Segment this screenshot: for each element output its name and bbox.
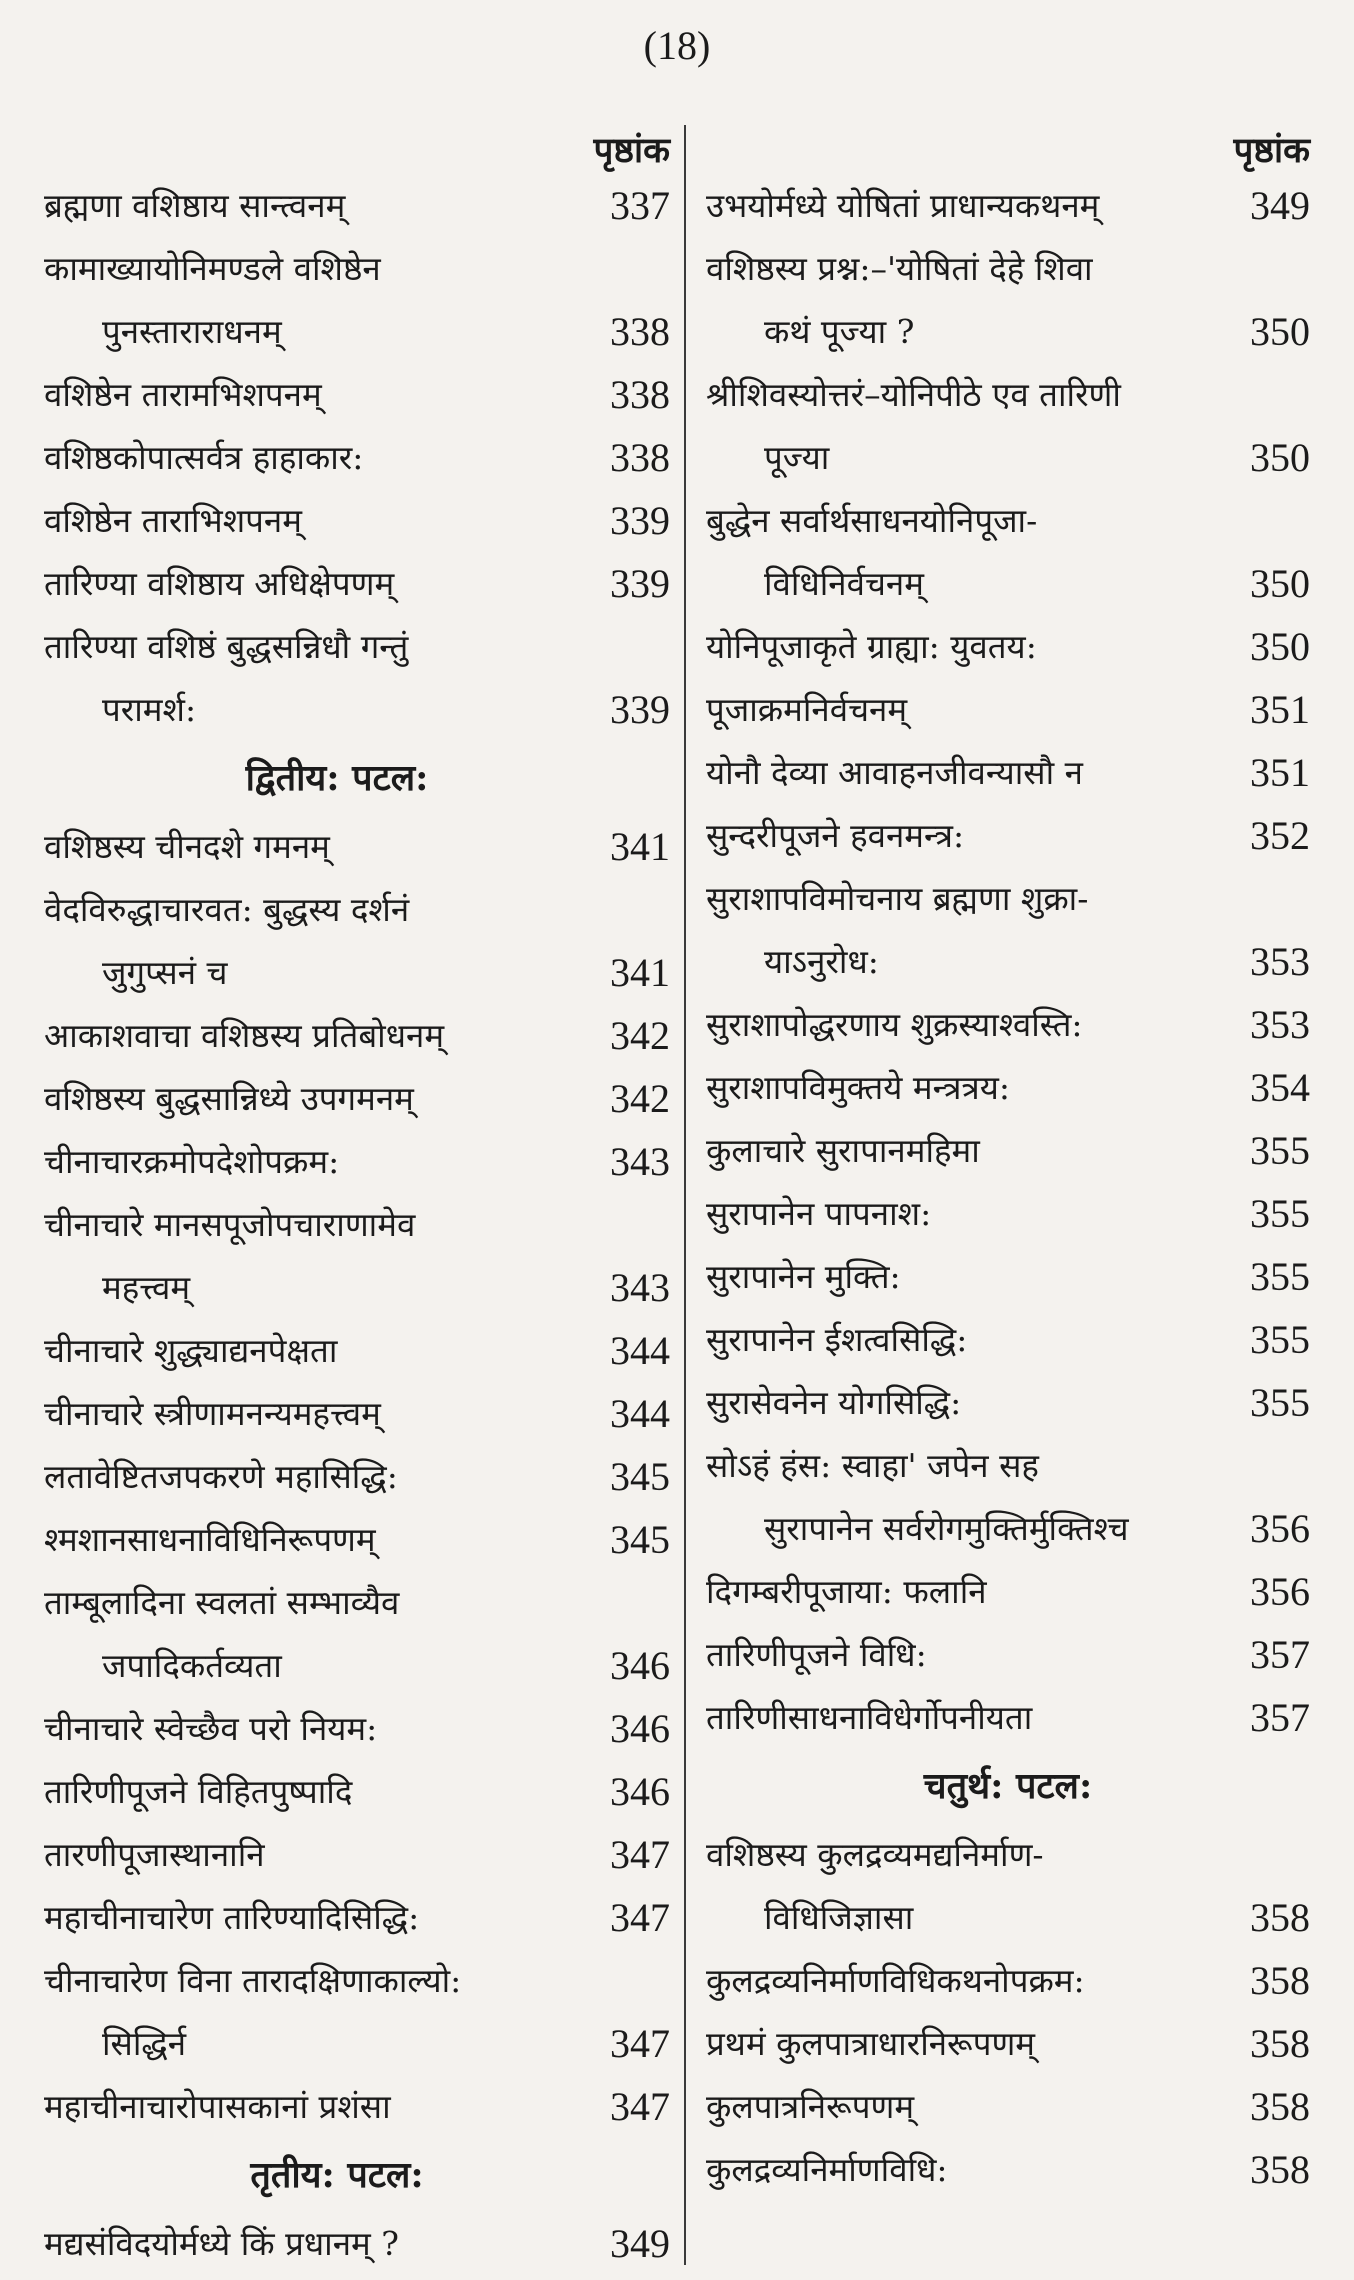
entry-title [44,1571,399,1697]
entry-title-continuation: जपादिकर्तव्यता [102,1646,282,1685]
entry-title-line: महाचीनाचारोपासकानां प्रशंसा [44,2087,391,2126]
entry-page-number: 352 [1250,813,1310,858]
entry-title [44,1130,339,1193]
toc-entry [706,804,1310,867]
entry-title-line: प्रथमं कुलपात्राधारनिरूपणम् [706,2024,1036,2063]
toc-entry [44,1319,670,1382]
entry-page-number: 347 [610,2084,670,2129]
entry-title-line: तारणीपूजास्थानानि [44,1835,265,1874]
entry-title-continuation: सुरापानेन सर्वरोगमुक्तिर्मुक्तिश्च [764,1509,1129,1548]
entry-title-line: तारिणीपूजने विहितपुष्पादि [44,1772,353,1811]
toc-entry [44,426,670,489]
entry-page-number: 355 [1250,1380,1310,1425]
entry-title [44,1508,376,1571]
toc-entry [44,363,670,426]
entry-title [706,867,1088,993]
toc-entry [44,489,670,552]
entry-page-number: 342 [610,1076,670,1121]
entry-page-number: 347 [610,1895,670,1940]
entry-title [44,237,381,363]
entry-page-number: 338 [610,309,670,354]
entry-page-number: 350 [1250,624,1310,669]
toc-entry [706,1119,1310,1182]
entry-page-number: 351 [1250,687,1310,732]
entry-title-continuation: सिद्धिर्न [102,2024,187,2063]
entry-title-line: महाचीनाचारेण तारिण्यादिसिद्धि: [44,1898,420,1937]
entry-title-line: सुराशापविमुक्तये मन्त्रत्रय: [706,1068,1010,1107]
entry-title [706,489,1037,615]
entry-title-line: सुन्दरीपूजने हवनमन्त्र: [706,816,965,855]
entry-title [706,741,1083,804]
entry-title [44,1697,377,1760]
toc-entry [706,1056,1310,1119]
entry-title-line: सुराशापविमोचनाय ब्रह्मणा शुक्रा- [706,879,1089,918]
entry-page-number: 341 [610,824,670,869]
entry-title-continuation: महत्त्वम् [102,1268,191,1307]
toc-entry [44,1067,670,1130]
entry-title [44,1886,419,1949]
entry-title [706,1119,980,1182]
entry-title [706,1245,901,1308]
entry-title [706,1056,1010,1119]
section-heading: तृतीय: पटल: [250,2154,424,2196]
entry-title [44,1760,352,1823]
entry-title-line: चीनाचारे शुद्ध्याद्यनपेक्षता [44,1331,338,1370]
entry-title [44,1319,337,1382]
toc-entry [44,1571,670,1697]
entry-page-number: 344 [610,1328,670,1373]
entry-title-line: बुद्धेन सर्वार्थसाधनयोनिपूजा- [706,501,1038,540]
entry-page-number: 357 [1250,1632,1310,1677]
toc-entry [706,1823,1310,1949]
toc-entry [706,174,1310,237]
entry-title-line: सुराशापोद्धरणाय शुक्रस्याश्वस्ति: [706,1005,1083,1044]
right-column [706,128,1310,2201]
toc-entry [706,363,1310,489]
entry-page-number: 339 [610,561,670,606]
entry-title-line: वशिष्ठस्य कुलद्रव्यमद्यनिर्माण- [706,1835,1044,1874]
entry-title [44,1193,415,1319]
toc-entry [44,2212,670,2275]
entry-page-number: 339 [610,687,670,732]
entry-title-line: तारिणीपूजने विधि: [706,1635,927,1674]
entry-page-number: 349 [610,2221,670,2266]
entry-page-number: 356 [1250,1569,1310,1614]
toc-entry [44,174,670,237]
toc-entry [706,1434,1310,1560]
entry-title-line: उभयोर्मध्ये योषितां प्राधान्यकथनम् [706,186,1100,225]
entry-page-number: 350 [1250,435,1310,480]
entry-title-continuation: जुगुप्सनं च [102,953,228,992]
entry-page-number: 342 [610,1013,670,1058]
entry-title-line: वशिष्ठेन तारामभिशपनम् [44,375,322,414]
left-column [44,128,670,2275]
entry-title [706,2075,914,2138]
entry-title [706,1623,927,1686]
entry-title-continuation: कथं पूज्या ? [764,312,915,351]
entry-title-line: कामाख्यायोनिमण्डले वशिष्ठेन [44,249,381,288]
entry-title-line: सुरापानेन मुक्ति: [706,1257,901,1296]
entry-title [706,993,1083,1056]
entry-title-continuation: पुनस्ताराराधनम् [102,312,282,351]
toc-entry [44,2075,670,2138]
entry-title [706,678,907,741]
entry-page-number: 350 [1250,561,1310,606]
entry-page-number: 346 [610,1769,670,1814]
page-column-header: पृष्ठांक [1233,130,1310,171]
section-heading: द्वितीय: पटल: [245,757,429,799]
toc-entry [706,867,1310,993]
entry-title-line: वशिष्ठकोपात्सर्वत्र हाहाकार: [44,438,364,477]
entry-page-number: 353 [1250,939,1310,984]
toc-list [706,174,1310,2201]
entry-page-number: 343 [610,1265,670,1310]
entry-title [706,2012,1035,2075]
entry-page-number: 358 [1250,2147,1310,2192]
entry-title-line: चीनाचारे स्वेच्छैव परो नियम: [44,1709,378,1748]
entry-title [44,2075,391,2138]
toc-entry [44,878,670,1004]
entry-title [44,174,345,237]
entry-title-line: ब्रह्मणा वशिष्ठाय सान्त्वनम् [44,186,346,225]
toc-entry [44,815,670,878]
entry-title-line: योनिपूजाकृते ग्राह्या: युवतय: [706,627,1037,666]
column-divider [684,125,686,2265]
entry-title [706,615,1037,678]
entry-page-number: 347 [610,2021,670,2066]
toc-entry [44,1193,670,1319]
entry-title-line: वेदविरुद्धाचारवत: बुद्धस्य दर्शनं [44,890,410,929]
entry-title [44,2212,399,2275]
toc-entry [44,237,670,363]
entry-title [706,174,1099,237]
entry-page-number: 346 [610,1706,670,1751]
entry-title-line: तारिण्या वशिष्ठं बुद्धसन्निधौ गन्तुं [44,627,409,666]
entry-title-line: सुरापानेन ईशत्वसिद्धि: [706,1320,968,1359]
toc-entry [706,1371,1310,1434]
toc-entry [44,1445,670,1508]
entry-page-number: 337 [610,183,670,228]
entry-title [706,1823,1044,1949]
entry-title-line: वशिष्ठस्य बुद्धसान्निध्ये उपगमनम् [44,1079,414,1118]
entry-page-number: 338 [610,435,670,480]
entry-title-continuation: याऽनुरोध: [764,942,879,981]
entry-page-number: 358 [1250,1895,1310,1940]
entry-title-line: वशिष्ठेन ताराभिशपनम् [44,501,302,540]
toc-entry [706,1245,1310,1308]
entry-page-number: 353 [1250,1002,1310,1047]
entry-title-line: श्रीशिवस्योत्तरं–योनिपीठे एव तारिणी [706,375,1121,414]
toc-entry [44,1949,670,2075]
entry-title-line: योनौ देव्या आवाहनजीवन्यासौ न [706,753,1083,792]
entry-title-line: कुलद्रव्यनिर्माणविधिकथनोपक्रम: [706,1961,1085,2000]
entry-page-number: 358 [1250,1958,1310,2003]
toc-entry [706,2075,1310,2138]
toc-entry [706,2138,1310,2201]
entry-page-number: 347 [610,1832,670,1877]
entry-title [44,815,330,878]
entry-title-line: सुरापानेन पापनाश: [706,1194,932,1233]
entry-title-line: वशिष्ठस्य प्रश्न:–'योषितां देहे शिवा [706,249,1093,288]
entry-title-line: दिगम्बरीपूजाया: फलानि [706,1572,987,1611]
entry-page-number: 355 [1250,1191,1310,1236]
entry-title [44,1067,414,1130]
toc-entry [706,1623,1310,1686]
entry-title-line: आकाशवाचा वशिष्ठस्य प्रतिबोधनम् [44,1016,445,1055]
entry-page-number: 355 [1250,1317,1310,1362]
entry-page-number: 346 [610,1643,670,1688]
entry-page-number: 344 [610,1391,670,1436]
entry-title-line: कुलद्रव्यनिर्माणविधि: [706,2150,948,2189]
entry-title-line: तारिणीसाधनाविधेर्गोपनीयता [706,1698,1033,1737]
entry-title [706,1434,1129,1560]
entry-title [706,2138,948,2201]
entry-page-number: 355 [1250,1254,1310,1299]
toc-entry [44,1004,670,1067]
entry-title [44,615,408,741]
entry-page-number: 341 [610,950,670,995]
entry-title [706,1560,987,1623]
toc-entry [706,741,1310,804]
entry-page-number: 339 [610,498,670,543]
entry-title [706,1686,1032,1749]
toc-entry [706,1308,1310,1371]
entry-title [706,1949,1085,2012]
entry-page-number: 355 [1250,1128,1310,1173]
toc-list [44,174,670,2275]
section-heading: चतुर्थ: पटल: [923,1765,1093,1807]
toc-entry [706,1949,1310,2012]
entry-page-number: 358 [1250,2021,1310,2066]
entry-title [706,237,1093,363]
entry-title [44,552,394,615]
entry-title-continuation: पूज्या [764,438,830,477]
entry-title [44,1004,444,1067]
toc-entry [706,489,1310,615]
entry-title-line: कुलपात्रनिरूपणम् [706,2087,915,2126]
entry-title-line: चीनाचारे मानसपूजोपचाराणामेव [44,1205,416,1244]
entry-page-number: 349 [1250,183,1310,228]
entry-page-number: 351 [1250,750,1310,795]
entry-page-number: 354 [1250,1065,1310,1110]
entry-page-number: 343 [610,1139,670,1184]
entry-title [44,1445,398,1508]
toc-entry [44,1697,670,1760]
toc-entry [706,2012,1310,2075]
entry-title [44,878,409,1004]
entry-title-line: श्मशानसाधनाविधिनिरूपणम् [44,1520,376,1559]
entry-title [44,1823,265,1886]
entry-title [44,426,363,489]
toc-entry [44,1382,670,1445]
toc-entry [706,678,1310,741]
entry-title [44,1382,381,1445]
page-column-header: पृष्ठांक [593,130,670,171]
entry-title-line: चीनाचारक्रमोपदेशोपक्रम: [44,1142,340,1181]
toc-entry [44,552,670,615]
entry-title-line: लतावेष्टितजपकरणे महासिद्धि: [44,1457,398,1496]
entry-title [706,804,964,867]
entry-title [44,363,322,426]
entry-title [706,1371,961,1434]
entry-page-number: 358 [1250,2084,1310,2129]
toc-entry [44,1823,670,1886]
page-number: (18) [643,23,711,68]
toc-entry [706,1560,1310,1623]
entry-title-line: चीनाचारेण विना तारादक्षिणाकाल्यो: [44,1961,462,2000]
entry-title-line: सोऽहं हंस: स्वाहा' जपेन सह [706,1446,1039,1485]
entry-page-number: 356 [1250,1506,1310,1551]
toc-entry [706,993,1310,1056]
entry-title-continuation: विधिनिर्वचनम् [764,564,924,603]
toc-entry [44,1760,670,1823]
entry-title [706,1182,931,1245]
toc-entry [706,615,1310,678]
entry-title-line: तारिण्या वशिष्ठाय अधिक्षेपणम् [44,564,395,603]
entry-title [706,363,1121,489]
entry-title-line: पूजाक्रमनिर्वचनम् [706,690,908,729]
entry-title-line: सुरासेवनेन योगसिद्धि: [706,1383,962,1422]
entry-title-line: ताम्बूलादिना स्वलतां सम्भाव्यैव [44,1583,400,1622]
entry-title-line: मद्यसंविदयोर्मध्ये किं प्रधानम् ? [44,2224,399,2263]
entry-page-number: 338 [610,372,670,417]
entry-page-number: 357 [1250,1695,1310,1740]
toc-entry [706,237,1310,363]
toc-entry [44,1508,670,1571]
toc-entry [44,615,670,741]
entry-title-continuation: विधिजिज्ञासा [764,1898,914,1937]
toc-entry [706,1182,1310,1245]
toc-entry [44,1130,670,1193]
entry-title [44,489,302,552]
entry-title-line: कुलाचारे सुरापानमहिमा [706,1131,980,1170]
entry-title-line: चीनाचारे स्त्रीणामनन्यमहत्त्वम् [44,1394,381,1433]
entry-title-continuation: परामर्श: [102,690,197,729]
entry-title [44,1949,461,2075]
entry-page-number: 350 [1250,309,1310,354]
toc-entry [44,1886,670,1949]
entry-page-number: 345 [610,1517,670,1562]
toc-entry [706,1686,1310,1749]
entry-title-line: वशिष्ठस्य चीनदशे गमनम् [44,827,330,866]
entry-title [706,1308,967,1371]
entry-page-number: 345 [610,1454,670,1499]
